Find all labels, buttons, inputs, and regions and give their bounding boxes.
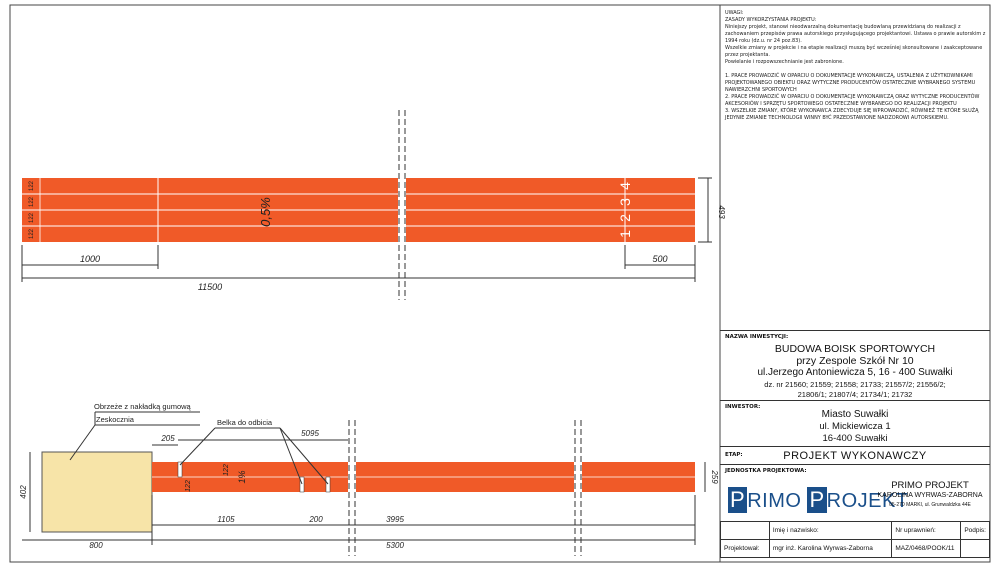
slope-label: 0,5%	[258, 197, 273, 227]
company-address: 05-270 MARKI, ul. Grunwaldzka 44E	[889, 502, 971, 508]
investment-title: BUDOWA BOISK SPORTOWYCH	[774, 343, 936, 355]
investor-name: Miasto Suwałki	[821, 409, 889, 420]
dim-5095: 5095	[301, 429, 319, 438]
sand-pit	[42, 452, 152, 532]
header-signature: Podpis:	[961, 522, 990, 540]
long-jump-runway	[19, 402, 719, 556]
company-person: KAROLINA WYRWAS-ZABORNA	[877, 492, 983, 499]
stage-label: ETAP:	[725, 452, 743, 458]
header-name: Imię i nazwisko:	[769, 522, 892, 540]
dim-493: 493	[717, 205, 726, 219]
takeoff-board	[326, 477, 330, 492]
signature-cell	[961, 540, 990, 558]
lane-width-label: 122	[29, 180, 35, 192]
dim-205: 205	[161, 434, 175, 443]
notes-item: 3. WSZELKIE ZMIANY, KTÓRE WYKONAWCA ZDECYDUJE SIĘ WPROWADZIĆ, RÓWNIEŻ TE KTÓRE SŁUŻĄ JEDYNIE ZMIANIE TECHNOLOGII WINNY BYĆ PRZEDSTAWIONE NADZOROWI AUTORSKIEMU.	[725, 108, 979, 121]
label-takeoff-board: Belka do odbicia	[217, 418, 273, 427]
dim-259: 259	[710, 470, 719, 484]
label-edge-rubber: Obrzeże z nakładką gumową	[94, 402, 191, 411]
general-notes	[725, 10, 987, 122]
lane-width-label: 122	[29, 228, 35, 240]
dim-122-lower: 122	[185, 480, 192, 492]
lane-number-3: 3	[617, 198, 633, 206]
designer-license: MAZ/0468/POOK/11	[892, 540, 961, 558]
investment-plots-2: 21806/1; 21807/4; 21734/1; 21732	[797, 390, 913, 399]
label-sandpit: Zeskocznia	[96, 415, 134, 424]
lane-width-label: 122	[29, 196, 35, 208]
dim-3995: 3995	[386, 515, 404, 524]
investment-box	[720, 330, 990, 400]
top-running-track	[22, 110, 726, 300]
notes-paragraph: Niniejszy projekt, stanowi nieodwarzalną dokumentację budowlaną przewidzianą do realizacji z zachowaniem przepisów prawa autorskiego przysługującego projektantowi. Ustawa o prawie autorskim z 1994 roku (dz.u. nr 24 poz.83).	[725, 24, 986, 44]
leader-line	[180, 428, 215, 465]
design-unit-box	[720, 464, 990, 521]
company-name: PRIMO PROJEKT	[891, 480, 969, 491]
notes-subtitle: ZASADY WYKORZYSTANIA PROJEKTU:	[725, 17, 817, 23]
dim-800: 800	[89, 541, 103, 550]
notes-item: 1. PRACE PROWADZIĆ W OPARCIU O DOKUMENTACJE WYKONAWCZĄ, USTALENIA Z UŻYTKOWNIKAMI PROJEKTOWANEGO OBIEKTU ORAZ WYTYCZNE PRODUCENTÓW OSTATECZNIE WYBRANEGO SYSTEMU NAWIERZCHNI SPORTOWYCH	[725, 73, 976, 93]
notes-paragraph: Powielanie i rozpowszechnianie jest zabronione.	[725, 59, 844, 65]
design-unit-label: JEDNOSTKA PROJEKTOWA:	[725, 468, 807, 474]
role-label: Projektował:	[721, 540, 770, 558]
notes-item: 2. PRACE PROWADZIĆ W OPARCIU O DOKUMENTACJE WYKONAWCZĄ ORAZ WYTYCZNE PRODUCENTÓW AKCESORIÓW I SPRZĘTU SPORTOWEGO OSTATECZNIE WYBRANEGO DO REALIZACJI PROJEKTU	[725, 94, 980, 107]
investor-box	[720, 400, 990, 446]
lane-number-2: 2	[617, 214, 633, 222]
investor-label: INWESTOR:	[725, 404, 761, 410]
dim-402: 402	[19, 485, 28, 499]
investor-city: 16-400 Suwałki	[822, 433, 888, 444]
investment-address: ul.Jerzego Antoniewicza 5, 16 - 400 Suwałki	[757, 367, 953, 378]
dim-500: 500	[652, 254, 668, 264]
investment-plots: dz. nr 21560; 21559; 21558; 21733; 21557/2; 21556/2;	[764, 380, 946, 389]
notes-title: UWAGI:	[725, 10, 744, 16]
dim-5300: 5300	[386, 541, 404, 550]
investment-label: NAZWA INWESTYCJI:	[725, 334, 789, 340]
takeoff-board	[178, 462, 182, 477]
dim-122-upper: 122	[223, 464, 230, 476]
stage-box	[720, 446, 990, 464]
lane-width-label: 122	[29, 212, 35, 224]
designer-name: mgr inż. Karolina Wyrwas-Zaborna	[769, 540, 892, 558]
investment-school: przy Zespole Szkół Nr 10	[796, 355, 914, 367]
runway-slope: 1%	[237, 470, 247, 484]
stage-value: PROJEKT WYKONAWCZY	[783, 450, 927, 462]
dim-1000: 1000	[79, 254, 101, 264]
dim-11500: 11500	[197, 282, 223, 292]
notes-paragraph: Wszelkie zmiany w projekcie i na etapie realizacji muszą być wcześniej skonsultowane i zaakceptowane przez projektanta.	[725, 45, 983, 58]
dim-1105: 1105	[217, 515, 235, 524]
signature-table	[720, 521, 990, 558]
lane-number-1: 1	[617, 230, 633, 238]
investor-street: ul. Mickiewicza 1	[819, 421, 891, 432]
header-license: Nr uprawnień:	[892, 522, 961, 540]
lane-number-4: 4	[617, 182, 633, 190]
company-logo: P RIMO P ROJEKT	[730, 487, 909, 512]
dim-200: 200	[309, 515, 323, 524]
